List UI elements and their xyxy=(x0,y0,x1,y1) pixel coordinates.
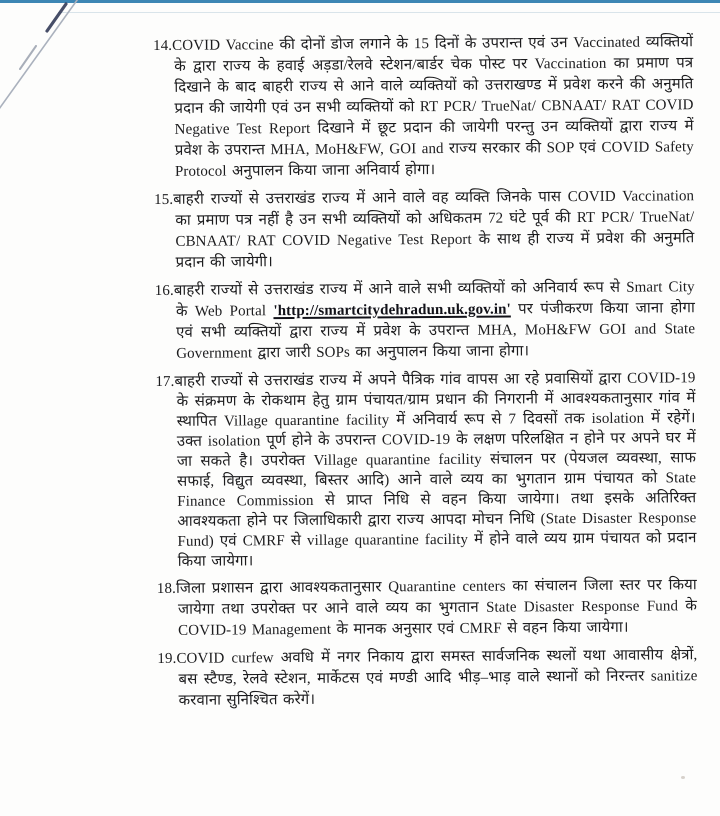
item-number: 17. xyxy=(155,373,175,390)
item-number: 19. xyxy=(157,650,177,667)
item-text: COVID Vaccine की दोनों डोज लगाने के 15 दिनों के उपरान्त एवं उन Vaccinated व्यक्तियों के द्वारा राज्य के हवाई अड़डा/रेलवे स्टेशन/बार्डर चेक पोस्ट पर Vaccination का प्रमाण पत्र दिखाने के बाद बाहरी राज्य से आने वाले व्यक्तियों को उत्तराखण्ड में प्रवेश करने की अनुमति प्रदान की जायेगी एवं उन सभी व्यक्तियों को RT PCR/ TrueNat/ CBNAAT/ RAT COVID Negative Test Report दिखाने में छूट प्रदान की जायेगी परन्तु उन व्यक्तियों द्वारा राज्य में प्रवेश के उपरान्त MHA, MoH&FW, GOI and राज्य सरकार की SOP एवं COVID Safety Protocol अनुपालन किया जाना अनिवार्य होगा। xyxy=(172,34,694,180)
item-text: COVID curfew अवधि में नगर निकाय द्वारा समस्त सार्वजनिक स्थलों यथा आवासीय क्षेत्रों, बस स्टैण्ड, रेलवे स्टेशन, मार्केटस एवं मण्डी आदि भीड़–भाड़ वाले स्थानों को निरन्तर sanitize करवाना सुनिश्चित करेगें। xyxy=(176,647,698,709)
item-text: बाहरी राज्यों से उत्तराखंड राज्य में अपने पैत्रिक गांव वापस आ रहे प्रवासियों द्वारा COVID-19 के संक्रमण के रोकथाम हेतु ग्राम पंचायत/ग्राम प्रधान की निगरानी में आवश्यकतानुसार गांव में स्थापित Village quarantine facility में अनिवार्य रूप से 7 दिवसों तक isolation में रहेगें। उक्त isolation पूर्ण होने के उपरान्त COVID-19 के लक्षण परिलक्षित न होने पर अपने घर में जा सकते है। उपरोक्त Village quarantine facility संचालन पर (पेयजल व्यवस्था, साफ सफाई, विद्युत व्यवस्था, बिस्तर आदि) आने वाले व्यय का भुगतान ग्राम पंचायत को State Finance Commission से प्राप्त निधि से वहन किया जायेगा। तथा इसके अतिरिक्त आवश्यकता होने पर जिलाधिकारी द्वारा राज्य आपदा मोचन निधि (State Disaster Response Fund) एवं CMRF से village quarantine facility में होने वाले व्यय ग्राम पंचायत को प्रदान किया जायेगा। xyxy=(174,370,697,570)
list-item-14 xyxy=(153,32,694,183)
list-item-18 xyxy=(157,575,697,642)
item-number: 16. xyxy=(154,282,174,299)
document-body xyxy=(153,32,698,719)
list-item-15 xyxy=(154,186,695,274)
item-number: 15. xyxy=(154,191,174,208)
item-text: पर पंजीकरण किया जाना होगा एवं सभी व्यक्तियों द्वारा राज्य में प्रवेश के उपरान्त MHA, MoH&FW GOI and State Government द्वारा जारी SOPs का अनुपालन किया जाना होगा। xyxy=(176,300,696,362)
list-item-17 xyxy=(155,368,696,572)
list-item-19 xyxy=(157,645,697,712)
item-text: बाहरी राज्यों से उत्तराखंड राज्य में आने वाले सभी व्यक्तियों को अनिवार्य रूप से Smart City के Web Portal xyxy=(173,279,695,320)
scan-speck xyxy=(681,776,685,779)
paper-edge-line xyxy=(58,12,720,13)
item-text: बाहरी राज्यों से उत्तराखंड राज्य में आने वाले वह व्यक्ति जिनके पास COVID Vaccination का प्रमाण पत्र नहीं है उन सभी व्यक्तियों को अधिकतम 72 घंटे पूर्व की RT PCR/ TrueNat/ CBNAAT/ RAT COVID Negative Test Report के साथ ही राज्य में प्रवेश की अनुमति प्रदान की जायेगी। xyxy=(173,188,695,271)
item-number: 14. xyxy=(153,37,173,54)
crease-mark xyxy=(0,0,120,130)
list-item-16 xyxy=(155,277,696,365)
portal-url-link: 'http://smartcitydehradun.uk.gov.in' xyxy=(273,301,511,320)
item-number: 18. xyxy=(156,580,176,597)
item-text: जिला प्रशासन द्वारा आवश्यकतानुसार Quarantine centers का संचालन जिला स्तर पर किया जायेगा तथा उपरोक्त पर आने वाले व्यय का भुगतान State Disaster Response Fund के COVID-19 Management के मानक अनुसार एवं CMRF से वहन किया जायेगा। xyxy=(175,577,698,639)
